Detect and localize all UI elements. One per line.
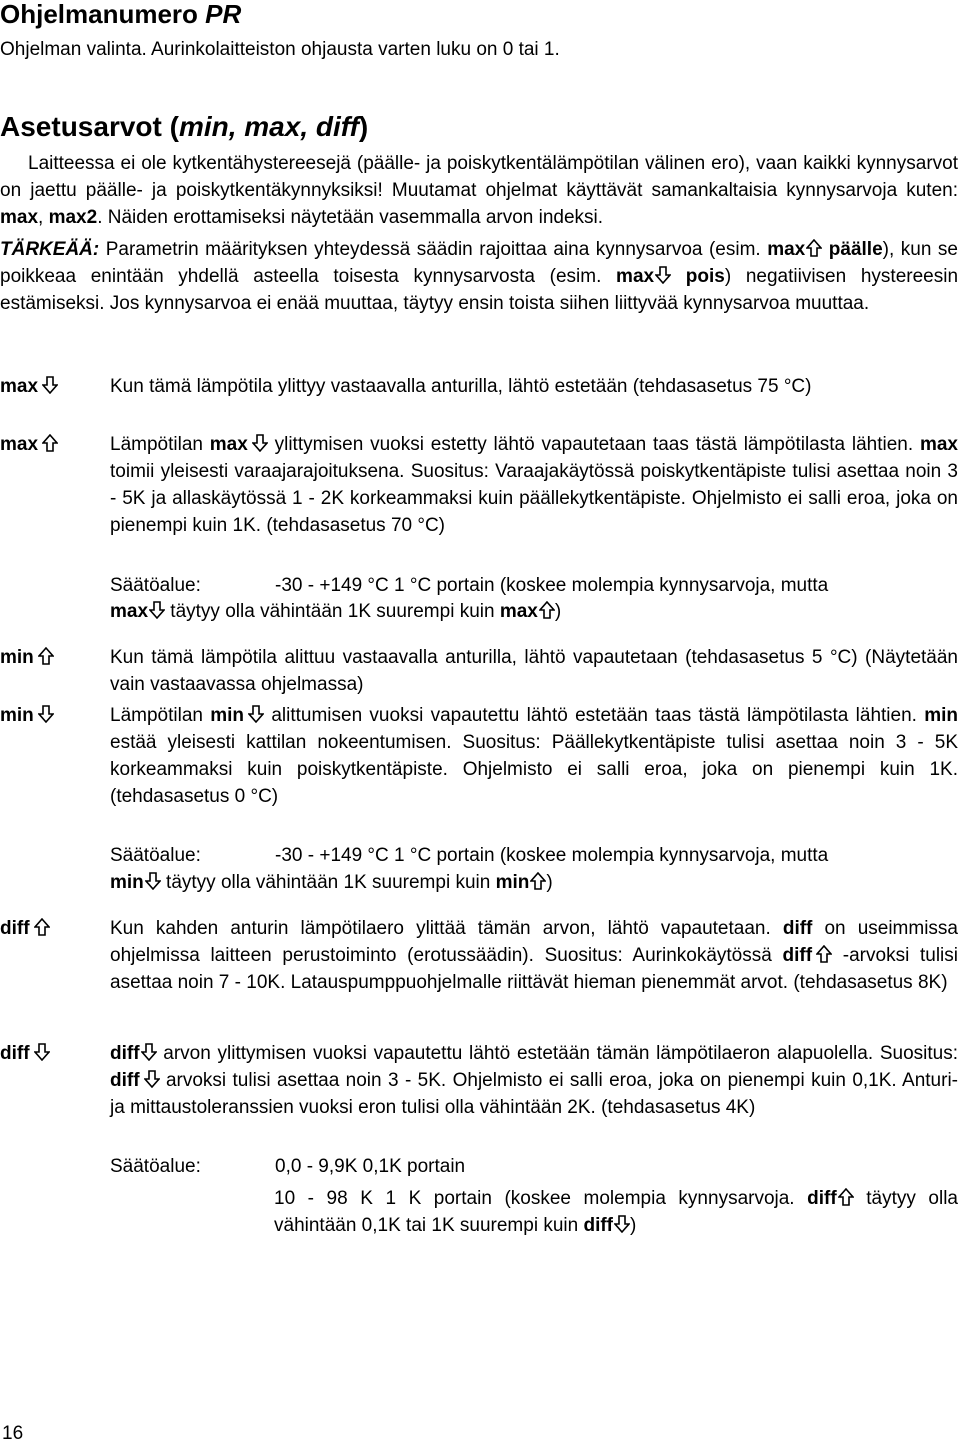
diff-up-label: diff — [0, 915, 50, 942]
up-arrow-icon — [38, 647, 54, 665]
diff-range: Säätöalue: 0,0 - 9,9K 0,1K portain — [110, 1156, 466, 1177]
down-arrow-icon — [144, 1070, 160, 1088]
up-arrow-icon — [816, 945, 832, 963]
down-arrow-icon — [141, 1043, 157, 1061]
max-up-label: max — [0, 431, 58, 458]
max-range: Säätöalue: -30 - +149 °C 1 °C portain (koskee molempia kynnysarvoja, mutta — [110, 575, 829, 596]
down-arrow-icon — [655, 266, 671, 284]
min-range-constraint: min täytyy olla vähintään 1K suurempi kuin min ) — [110, 872, 553, 893]
down-arrow-icon — [149, 601, 165, 619]
min-down-label: min — [0, 702, 54, 729]
down-arrow-icon — [614, 1215, 630, 1233]
max-range-constraint: max täytyy olla vähintään 1K suurempi kuin max ) — [110, 601, 562, 622]
up-arrow-icon — [838, 1188, 854, 1206]
diff-down-label: diff — [0, 1040, 50, 1067]
max-down-description: Kun tämä lämpötila ylittyy vastaavalla anturilla, lähtö estetään (tehdasasetus 75 °C) — [110, 376, 812, 397]
up-arrow-icon — [42, 434, 58, 452]
min-range: Säätöalue: -30 - +149 °C 1 °C portain (koskee molempia kynnysarvoja, mutta — [110, 845, 829, 866]
max-up-description: Lämpötilan max ylittymisen vuoksi estetty lähtö vapautetaan taas tästä lämpötilasta lähtien. max toimii yleisesti varaajarajoituksena. Suositus: Varaajakäytössä poiskytkentäpiste tulisi asettaa noin 3 - 5K ja allaskäytössä 1 - 2K korkeammaksi kuin päällekytkentäpiste. Ohjelmisto ei salli eroa, joka on pienempi kuin 1K. (tehdasasetus 70 °C) — [110, 434, 958, 536]
page-number: 16 — [2, 1423, 24, 1444]
subtitle: Ohjelman valinta. Aurinkolaitteiston ohjausta varten luku on 0 tai 1. — [0, 39, 560, 60]
diff-down-description: diff arvon ylittymisen vuoksi vapautettu lähtö estetään tämän lämpötilaeron alapuolella. Suositus: diff arvoksi tulisi asettaa noin 3 - 5K. Ohjelmisto ei salli eroa, joka on pienempi kuin 0,1K. Anturi- ja mittaustoleranssien vuoksi eron tulisi olla vähintään 2K. (tehdasasetus 4K) — [110, 1043, 958, 1118]
page-title: Ohjelmanumero PR — [0, 0, 242, 29]
max-down-label: max — [0, 373, 58, 400]
down-arrow-icon — [145, 872, 161, 890]
up-arrow-icon — [530, 872, 546, 890]
section-title: Asetusarvot (min, max, diff) — [0, 111, 369, 142]
up-arrow-icon — [34, 918, 50, 936]
important-note: TÄRKEÄÄ: Parametrin määrityksen yhteydessä säädin rajoittaa aina kynnysarvoa (esim. max päälle), kun se poikkeaa enintään yhdellä asteella toisesta kynnysarvosta (esim. max pois) negatiivisen hystereesin estämiseksi. Jos kynnysarvoa ei enää muuttaa, täytyy ensin toista siihen liittyvää kynnysarvoa muuttaa. — [0, 239, 959, 314]
down-arrow-icon — [38, 705, 54, 723]
diff-range-constraint: 10 - 98 K 1 K portain (koskee molempia kynnysarvoja. diff täytyy olla vähintään 0,1K tai 1K suurempi kuin diff ) — [274, 1188, 958, 1236]
down-arrow-icon — [34, 1043, 50, 1061]
up-arrow-icon — [806, 239, 822, 257]
intro-paragraph: Laitteessa ei ole kytkentähystereesejä (päälle- ja poiskytkentälämpötilan välinen ero), vaan kaikki kynnysarvot on jaettu päälle- ja poiskytkentäkynnyksiksi! Muutamat ohjelmat käyttävät samankaltaisia kynnysarvoja kuten: max, max2. Näiden erottamiseksi näytetään vasemmalla arvon indeksi. — [0, 153, 958, 228]
diff-up-description: Kun kahden anturin lämpötilaero ylittää tämän arvon, lähtö vapautetaan. diff on useimmissa ohjelmissa laitteen perustoiminto (erotussäädin). Suositus: Aurinkokäytössä diff -arvoksi tulisi asettaa noin 7 - 10K. Latauspumppuohjelmalle riittävät hieman pienemmät arvot. (tehdasasetus 8K) — [110, 918, 958, 993]
up-arrow-icon — [539, 601, 555, 619]
min-up-description: Kun tämä lämpötila alittuu vastaavalla anturilla, lähtö vapautetaan (tehdasasetus 5 °C) (Näytetään vain vastaavassa ohjelmassa) — [110, 647, 958, 695]
min-down-description: Lämpötilan min alittumisen vuoksi vapautettu lähtö estetään taas tästä lämpötilasta lähtien. min estää yleisesti kattilan nokeentumisen. Suositus: Päällekytkentäpiste tulisi asettaa noin 3 - 5K korkeammaksi kuin poiskytkentäpiste. Ohjelmisto ei salli eroa, joka on pienempi kuin 1K. (tehdasasetus 0 °C) — [110, 705, 958, 807]
down-arrow-icon — [42, 376, 58, 394]
down-arrow-icon — [252, 434, 268, 452]
down-arrow-icon — [248, 705, 264, 723]
min-up-label: min — [0, 644, 54, 671]
